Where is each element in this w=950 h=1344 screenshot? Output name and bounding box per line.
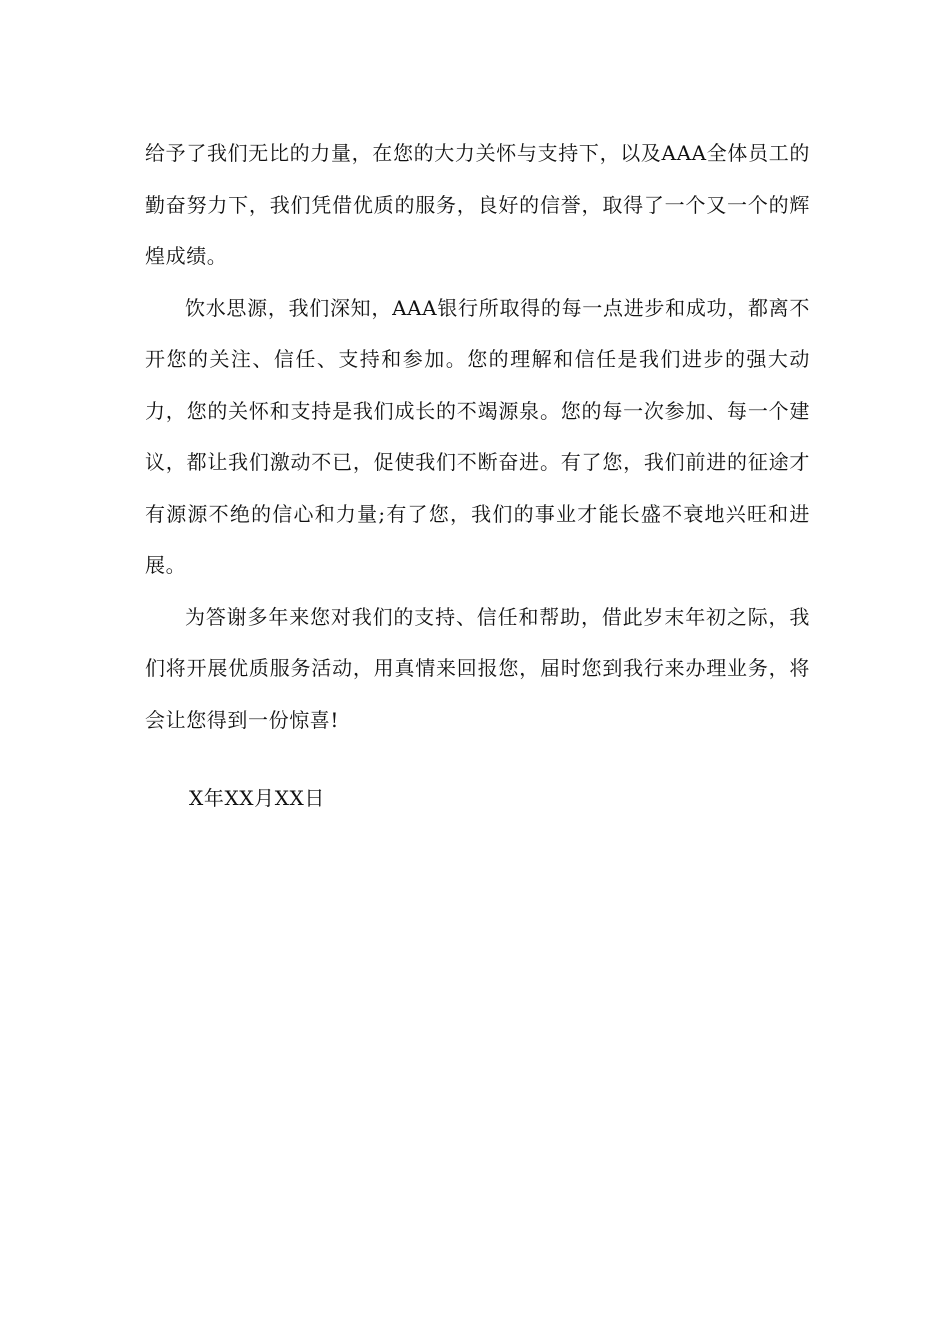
letter-date: X年XX月XX日 (189, 786, 325, 810)
letter-body (145, 128, 810, 746)
paragraph-appreciation-event: 为答谢多年来您对我们的支持、信任和帮助，借此岁末年初之际，我们将开展优质服务活动，用真情来回报您，届时您到我行来办理业务，将会让您得到一份惊喜! (145, 604, 810, 732)
paragraph-gratitude: 饮水思源，我们深知，AAA银行所取得的每一点进步和成功，都离不开您的关注、信任、支持和参加。您的理解和信任是我们进步的强大动力，您的关怀和支持是我们成长的不竭源泉。您的每一次参加、每一个建议，都让我们激动不已，促使我们不断奋进。有了您，我们前进的征途才有源源不绝的信心和力量;有了您，我们的事业才能长盛不衰地兴旺和进展。 (145, 295, 810, 577)
paragraph-continuation: 给予了我们无比的力量，在您的大力关怀与支持下，以及AAA全体员工的勤奋努力下，我们凭借优质的服务，良好的信誉，取得了一个又一个的辉煌成绩。 (145, 141, 810, 268)
